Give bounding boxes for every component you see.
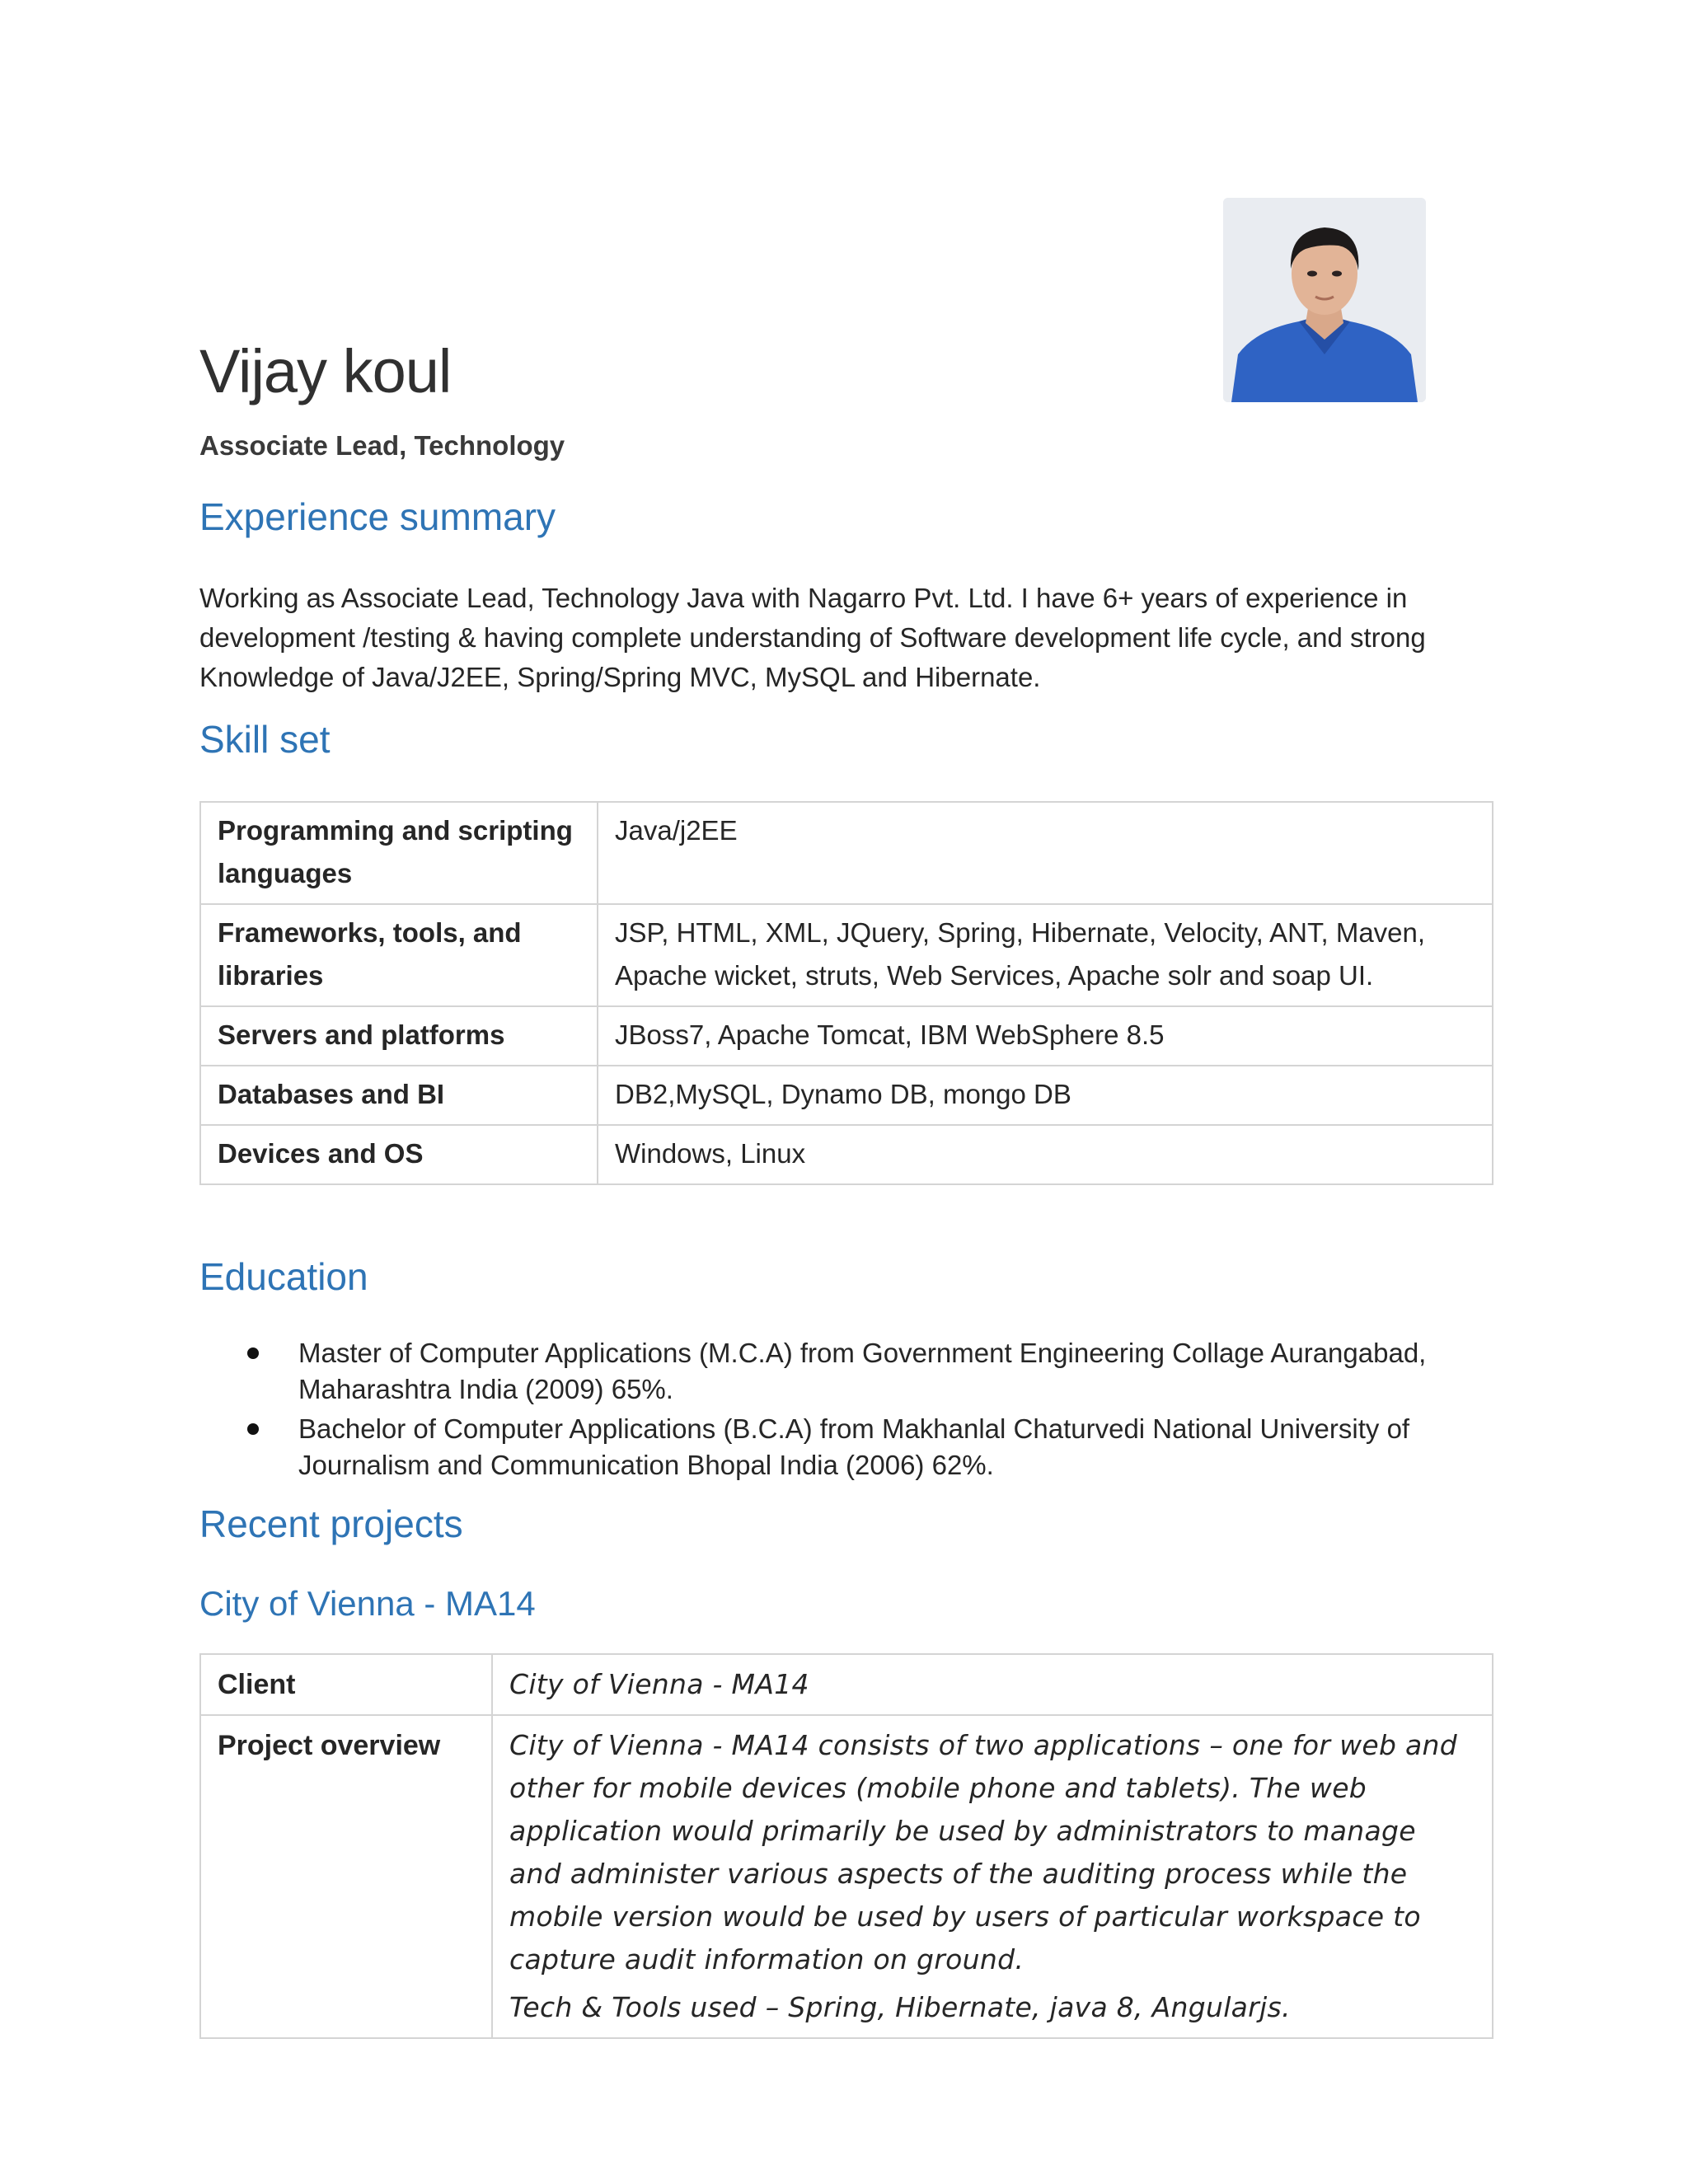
skill-value: DB2,MySQL, Dynamo DB, mongo DB xyxy=(598,1066,1493,1125)
skill-category: Devices and OS xyxy=(200,1125,598,1184)
project-overview-text: City of Vienna - MA14 consists of two applications – one for web and other for mobile devices (mobile phone and tablets). The web application would primarily be used by administrators to manage and administer various aspects of the auditing process while the mobile version would be used by users of particular workspace to capture audit information on ground. xyxy=(509,1729,1457,1975)
table-row xyxy=(200,1006,1493,1066)
skill-value: JSP, HTML, XML, JQuery, Spring, Hibernate, Velocity, ANT, Maven, Apache wicket, struts, Web Services, Apache solr and soap UI. xyxy=(598,904,1493,1006)
skill-category: Servers and platforms xyxy=(200,1006,598,1066)
recent-projects-heading: Recent projects xyxy=(199,1502,463,1545)
candidate-name: Vijay koul xyxy=(199,337,452,405)
client-label: Client xyxy=(200,1654,492,1715)
education-item-text: Master of Computer Applications (M.C.A) from Government Engineering Collage Aurangabad, Maharashtra India (2009) 65%. xyxy=(298,1338,1427,1404)
skill-category: Frameworks, tools, and libraries xyxy=(200,904,598,1006)
list-item xyxy=(199,1335,1502,1408)
education-heading: Education xyxy=(199,1255,368,1298)
skill-value: JBoss7, Apache Tomcat, IBM WebSphere 8.5 xyxy=(598,1006,1493,1066)
project-overview-cell xyxy=(492,1715,1493,2038)
education-item-text: Bachelor of Computer Applications (B.C.A) from Makhanlal Chaturvedi National University of Journalism and Communication Bhopal India (2006) 62%. xyxy=(298,1413,1410,1480)
skill-category: Databases and BI xyxy=(200,1066,598,1125)
table-row xyxy=(200,1654,1493,1715)
experience-heading: Experience summary xyxy=(199,495,556,538)
bullet-icon xyxy=(247,1423,259,1435)
table-row xyxy=(200,1066,1493,1125)
skill-set-table xyxy=(199,801,1493,1185)
bullet-icon xyxy=(247,1347,259,1359)
skill-category: Programming and scripting languages xyxy=(200,802,598,904)
table-row xyxy=(200,904,1493,1006)
person-portrait-icon xyxy=(1223,198,1426,402)
project-overview-label: Project overview xyxy=(200,1715,492,2038)
experience-summary-text: Working as Associate Lead, Technology Java with Nagarro Pvt. Ltd. I have 6+ years of experience in development /testing & having complete understanding of Software development life cycle, and strong Knowledge of Java/J2EE, Spring/Spring MVC, MySQL and Hibernate. xyxy=(199,583,1426,692)
skill-value: Windows, Linux xyxy=(598,1125,1493,1184)
client-value: City of Vienna - MA14 xyxy=(492,1654,1493,1715)
project-title: City of Vienna - MA14 xyxy=(199,1584,536,1623)
skill-set-heading: Skill set xyxy=(199,718,331,761)
profile-photo xyxy=(1223,198,1426,402)
list-item xyxy=(199,1411,1502,1483)
education-list xyxy=(199,1335,1502,1485)
table-row xyxy=(200,802,1493,904)
skill-value: Java/j2EE xyxy=(598,802,1493,904)
table-row xyxy=(200,1125,1493,1184)
candidate-title: Associate Lead, Technology xyxy=(199,430,565,461)
table-row xyxy=(200,1715,1493,2038)
project-table xyxy=(199,1653,1493,2039)
project-tech-text: Tech & Tools used – Spring, Hibernate, java 8, Angularjs. xyxy=(509,1991,1291,2023)
